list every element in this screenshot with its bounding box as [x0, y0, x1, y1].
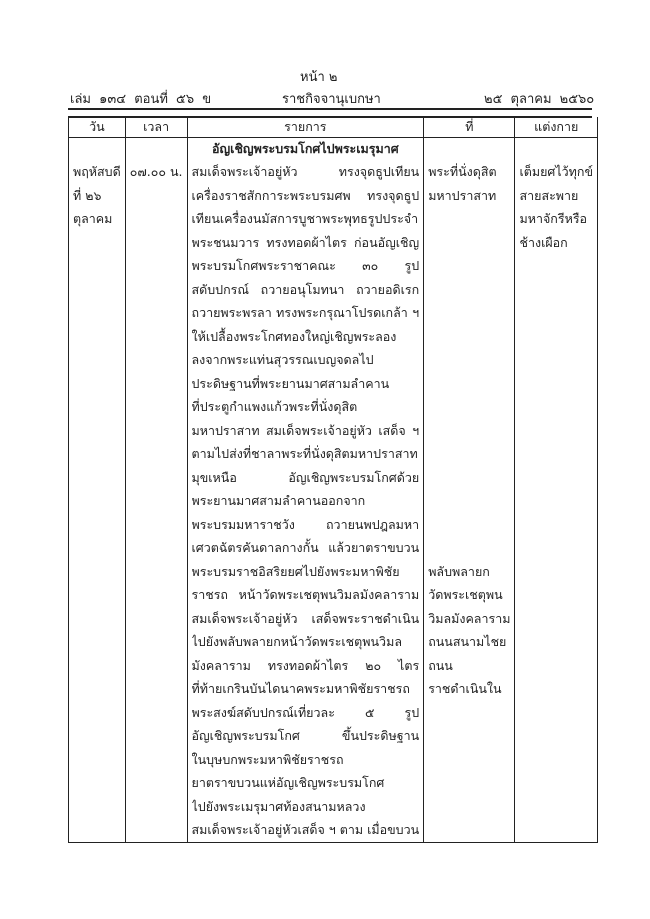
item-cell	[187, 138, 424, 843]
item-line: ที่ประตูกำแพงแก้วพระที่นั่งดุสิต	[191, 399, 358, 414]
col-day: วัน	[69, 117, 126, 138]
item-line: ลงจากพระแท่นสุวรรณเบญจดลไป	[191, 352, 374, 367]
time: ๐๗.๐๐ น.	[129, 164, 183, 179]
item-line: พระสงฆ์สดับปกรณ์เที่ยวละ ๕ รูป	[191, 704, 420, 720]
item-line: สมเด็จพระเจ้าอยู่หัวเสด็จ ฯ ตาม เมื่อขบวน	[191, 822, 420, 837]
col-time: เวลา	[125, 117, 187, 138]
schedule-table	[68, 117, 598, 843]
table-row	[69, 138, 598, 843]
place-cell	[424, 138, 515, 843]
item-line: มุขเหนือ อัญเชิญพระบรมโกศด้วย	[191, 469, 420, 485]
item-line: เทียนเครื่องนมัสการบูชาพระพุทธรูปประจำ	[191, 211, 419, 226]
col-dress: แต่งกาย	[515, 117, 598, 138]
item-line: สมเด็จพระเจ้าอยู่หัว เสด็จพระราชดำเนิน	[191, 610, 420, 626]
col-item: รายการ	[187, 117, 424, 138]
dress-cell	[515, 138, 598, 843]
place-line: วัดพระเชตุพน	[428, 587, 503, 602]
item-line: ประดิษฐานที่พระยานมาศสามลำคาน	[191, 375, 390, 391]
item-line: พระชนมวาร ทรงทอดผ้าไตร ก่อนอัญเชิญ	[191, 234, 420, 250]
item-line: พระยานมาศสามลำคานออกจาก	[191, 493, 366, 508]
dress-line: ช้างเผือก	[519, 234, 568, 250]
item-line: พระบรมโกศพระราชาคณะ ๓๐ รูป	[191, 258, 420, 273]
item-line: ราชรถ หน้าวัดพระเชตุพนวิมลมังคลาราม	[191, 587, 420, 602]
item-line: ไปยังพลับพลายกหน้าวัดพระเชตุพนวิมล	[191, 634, 402, 649]
item-line: ไปยังพระเมรุมาศท้องสนามหลวง	[191, 798, 366, 814]
page-number: หน้า ๒	[300, 70, 338, 85]
day-cell	[69, 138, 126, 843]
item-line: อัญเชิญพระบรมโกศ ขึ้นประดิษฐาน	[191, 728, 420, 743]
day-line: ตุลาคม	[73, 211, 113, 226]
item-line: พระบรมราชอิสริยยศไปยังพระมหาพิชัย	[191, 563, 400, 579]
item-line: ถวายพระพรลา ทรงพระกรุณาโปรดเกล้า ฯ	[191, 305, 420, 320]
place-line: ถนน	[428, 657, 453, 673]
place-line: ราชดำเนินใน	[428, 681, 502, 696]
day-line: พฤหัสบดี	[73, 164, 121, 179]
item-line: พระบรมมหาราชวัง ถวายนพปฎลมหา	[191, 516, 420, 532]
item-line: เครื่องราชสักการะพระบรมศพ ทรงจุดธูป	[191, 187, 420, 203]
item-line: ตามไปส่งที่ชาลาพระที่นั่งดุสิตมหาปราสาท	[191, 446, 418, 461]
day-line: ที่ ๒๖	[73, 187, 102, 203]
item-line: มหาปราสาท สมเด็จพระเจ้าอยู่หัว เสด็จ ฯ	[191, 422, 420, 438]
dress-line: เต็มยศไว้ทุกข์	[519, 164, 594, 179]
header-rule	[68, 108, 592, 110]
place-line: วิมลมังคลาราม	[428, 610, 511, 626]
publication-name: ราชกิจจานุเบกษา	[282, 92, 381, 107]
time-cell	[125, 138, 187, 843]
item-line: ในบุษบกพระมหาพิชัยราชรถ	[191, 751, 344, 767]
item-line: ให้เปลื้องพระโกศทองใหญ่เชิญพระลอง	[191, 328, 397, 344]
item-title: อัญเชิญพระบรมโกศไปพระเมรุมาศ	[212, 141, 399, 156]
item-line: สมเด็จพระเจ้าอยู่หัว ทรงจุดธูปเทียน	[191, 164, 420, 179]
place-line: ถนนสนามไชย	[428, 634, 507, 649]
publication-date: ๒๕ ตุลาคม ๒๕๖๐	[484, 92, 595, 107]
item-line: มังคลาราม ทรงทอดผ้าไตร ๒๐ ไตร	[191, 657, 420, 673]
place-line: พลับพลายก	[428, 563, 490, 579]
item-line: ยาตราขบวนแห่อัญเชิญพระบรมโกศ	[191, 775, 385, 790]
item-line: เศวตฉัตรคันดาลกางกั้น แล้วยาตราขบวน	[191, 540, 420, 555]
dress-line: มหาจักรีหรือ	[519, 211, 588, 226]
place-line: มหาปราสาท	[428, 187, 497, 203]
volume-issue: เล่ม ๑๓๔ ตอนที่ ๕๖ ข	[70, 92, 212, 107]
col-place: ที่	[424, 117, 515, 138]
item-line: สดับปกรณ์ ถวายอนุโมทนา ถวายอดิเรก	[191, 281, 420, 297]
dress-line: สายสะพาย	[519, 187, 579, 203]
item-line: ที่ท้ายเกรินบันไดนาคพระมหาพิชัยราชรถ	[191, 681, 410, 696]
place-line: พระที่นั่งดุสิต	[428, 164, 497, 179]
